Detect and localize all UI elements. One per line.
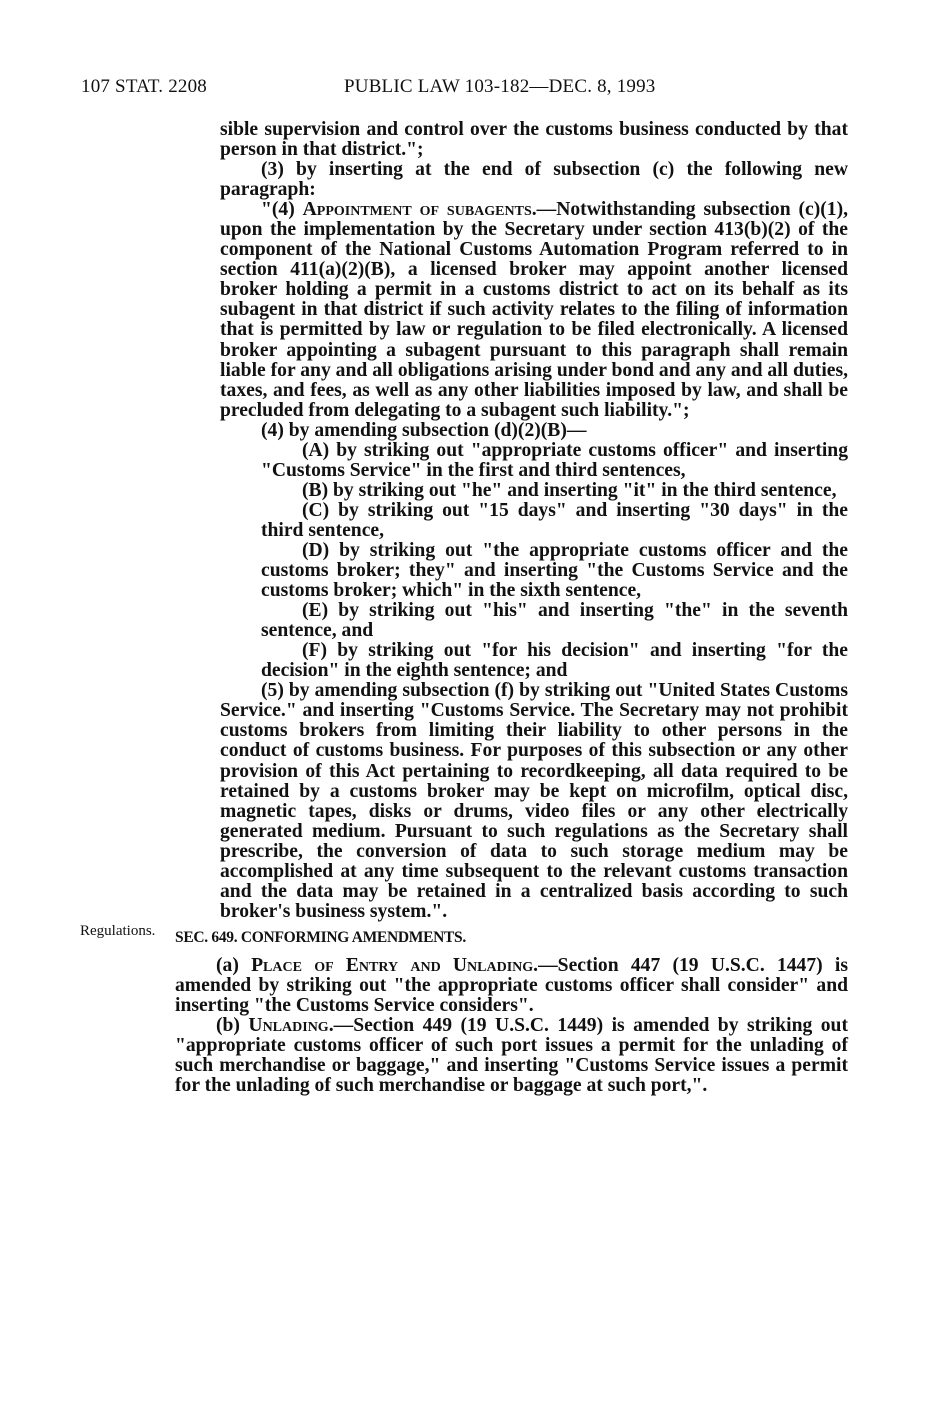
- paragraph-item-3: (3) by inserting at the end of subsection (c) the following new paragraph:: [220, 159, 848, 201]
- subparagraph-C: (C) by striking out "15 days" and inserting "30 days" in the third sentence,: [261, 499, 848, 541]
- item-text: —Notwithstanding subsection (c)(1), upon the implementation by the Secretary under section 413(b)(2) of the component of the National Customs Automation Program referred to in section 411(a)(2)(B), a licensed broker may appoint another licensed broker holding a permit in a customs district to act on its behalf as its subagent in that district if such activity relates to the filing of information that is permitted by law or regulation to be filed electronically. A licensed broker appointing a subagent pursuant to this paragraph shall remain liable for any and all obligations arising under bond and any and all duties, taxes, and fees, as well as any other liabilities imposed by law, and shall be precluded from delegating to a subagent such liability.";: [220, 199, 848, 421]
- subparagraph-E: (E) by striking out "his" and inserting "the" in the seventh sentence, and: [261, 600, 848, 642]
- subparagraph-D: (D) by striking out "the appropriate customs officer and the customs broker; they" and inserting "the Customs Service and the customs broker; which" in the sixth sentence,: [261, 539, 848, 602]
- subparagraph-A: (A) by striking out "appropriate customs officer" and inserting "Customs Service" in the first and third sentences,: [261, 439, 848, 481]
- subparagraph-B: (B) by striking out "he" and inserting "it" in the third sentence,: [302, 479, 837, 501]
- item-number: "(4): [261, 199, 295, 221]
- subsection-text: —Section 447 (19 U.S.C. 1447) is amended by striking out "the appropriate customs officer shall consider" and inserting "the Customs Service considers".: [175, 954, 848, 1017]
- section-heading: SEC. 649. CONFORMING AMENDMENTS.: [175, 928, 466, 946]
- subsection-a: [175, 956, 848, 1016]
- subsection-heading: Place of Entry and Unlading.: [251, 954, 539, 976]
- subsection-text: —Section 449 (19 U.S.C. 1449) is amended by striking out "appropriate customs officer of such port issues a permit for the unlading of such merchandise or baggage," and inserting "Customs Service issues a permit for the unlading of such merchandise or baggage at such port,".: [175, 1015, 848, 1097]
- paragraph-item-4: (4) by amending subsection (d)(2)(B)—: [261, 419, 587, 441]
- subsection-number: (b): [216, 1015, 240, 1037]
- body-text: [175, 119, 848, 1097]
- item-heading: Appointment of subagents.: [302, 199, 537, 221]
- subsection-b: [175, 1016, 848, 1096]
- subsection-number: (a): [216, 954, 239, 976]
- subsection-heading: Unlading.: [248, 1015, 334, 1037]
- statute-page-number: 107 STAT. 2208: [81, 76, 208, 97]
- paragraph-item-5: (5) by amending subsection (f) by striking out "United States Customs Service." and inserting "Customs Service. The Secretary may not prohibit customs brokers from limiting their liability to other persons in the conduct of customs business. For purposes of this subsection or any other provision of this Act pertaining to recordkeeping, all data required to be retained by a customs broker may be kept on microfilm, optical disc, magnetic tapes, disks or drums, video files or any other electrically generated medium. Pursuant to such regulations as the Secretary shall prescribe, the conversion of data to such storage medium may be accomplished at any time subsequent to the relevant customs transaction and the data may be retained in a centralized basis according to such broker's business system.".: [220, 680, 848, 922]
- paragraph-item-4-subagents: [220, 200, 848, 421]
- margin-note: Regulations.: [80, 923, 156, 939]
- paragraph-continuation: sible supervision and control over the customs business conducted by that person in that district.";: [220, 119, 848, 161]
- running-header: PUBLIC LAW 103-182—DEC. 8, 1993: [344, 76, 656, 97]
- subparagraph-F: (F) by striking out "for his decision" and inserting "for the decision" in the eighth sentence; and: [261, 640, 848, 682]
